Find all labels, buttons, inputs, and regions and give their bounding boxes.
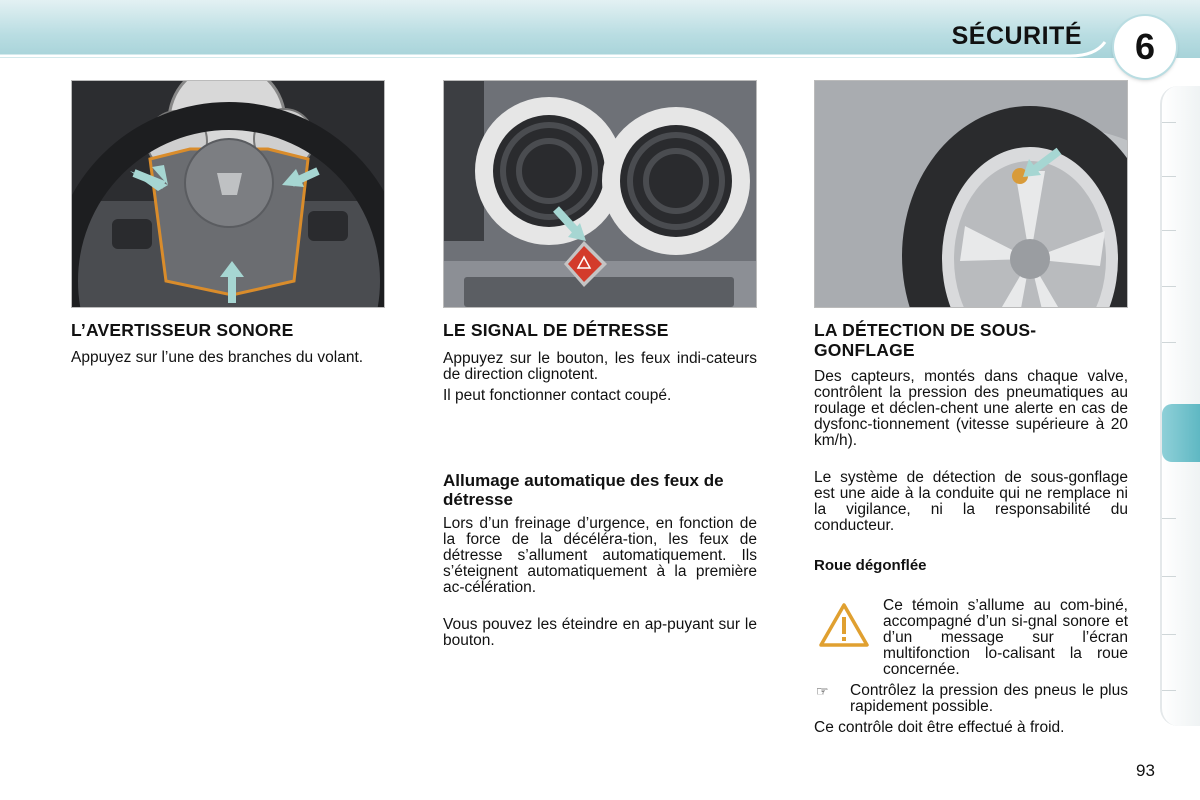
auto-hazard-subheading: Allumage automatique des feux de détresse — [443, 471, 724, 509]
section-title: SÉCURITÉ — [951, 22, 1082, 50]
tab-divider — [1162, 176, 1176, 177]
hazard-text-2: Il peut fonctionner contact coupé. — [443, 387, 672, 404]
steering-wheel-photo — [71, 80, 385, 308]
hazard-heading: LE SIGNAL DE DÉTRESSE — [443, 320, 669, 340]
hazard-text-1: Appuyez sur le bouton, les feux indi-cateurs de direction clignotent. — [443, 350, 757, 383]
tab-divider — [1162, 576, 1176, 577]
underinflation-text-2: Le système de détection de sous-gonflage est une aide à la conduite qui ne remplace ni la vigilance, ni la responsabilité du conducteur. — [814, 469, 1128, 534]
tab-divider — [1162, 518, 1176, 519]
underinflation-heading: LA DÉTECTION DE SOUS-GONFLAGE — [814, 320, 1037, 360]
tab-divider — [1162, 342, 1176, 343]
hazard-button-photo — [443, 80, 757, 308]
warning-triangle-icon — [818, 602, 870, 648]
horn-heading: L’AVERTISSEUR SONORE — [71, 320, 294, 340]
column-hazard — [443, 80, 757, 649]
auto-hazard-text-1: Lors d’un freinage d’urgence, en fonction de la force de la décéléra-tion, les feux de détresse s’allument automatiquement. Ils s’éteignent automatiquement à la première ac-célération. — [443, 515, 757, 596]
chapter-tab-rail — [1160, 86, 1200, 726]
pointing-hand-icon: ☞ — [816, 683, 829, 699]
flat-tyre-subheading: Roue dégonflée — [814, 557, 927, 574]
underinflation-text-1: Des capteurs, montés dans chaque valve, contrôlent la pression des pneumatiques au roulage et déclen-chent une alerte en cas de dysfonc-tionnement (vitesse supérieure à 20 km/h). — [814, 368, 1128, 449]
auto-hazard-text-2: Vous pouvez les éteindre en ap-puyant sur le bouton. — [443, 616, 757, 649]
tab-divider — [1162, 122, 1176, 123]
check-pressure-instruction: Contrôlez la pression des pneus le plus rapidement possible. — [850, 682, 1128, 715]
tyre-valve-photo — [814, 80, 1128, 308]
column-horn — [71, 80, 385, 366]
page-number: 93 — [1136, 761, 1155, 780]
tab-divider — [1162, 286, 1176, 287]
tab-divider — [1162, 634, 1176, 635]
column-tyre-pressure — [814, 80, 1128, 736]
check-cold-text: Ce contrôle doit être effectué à froid. — [814, 719, 1065, 736]
warning-lamp-text: Ce témoin s’allume au com-biné, accompagné d’un si-gnal sonore et d’un message sur l’écran multifonction lo-calisant la roue concernée. — [883, 597, 1128, 678]
horn-text: Appuyez sur l’une des branches du volant. — [71, 349, 364, 366]
chapter-number-badge[interactable]: 6 — [1114, 16, 1176, 78]
tab-divider — [1162, 230, 1176, 231]
tab-chapter-6-active[interactable] — [1162, 404, 1200, 462]
tab-divider — [1162, 690, 1176, 691]
